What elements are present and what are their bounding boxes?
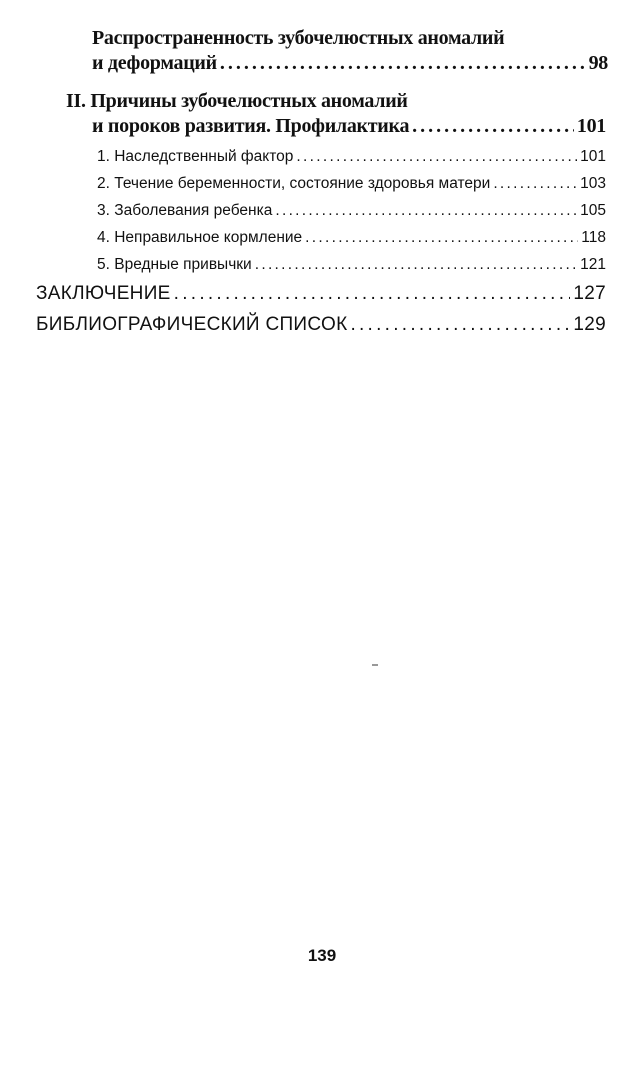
toc-subsection[interactable] [97,202,606,220]
dot-leader [174,283,571,305]
toc-conclusion[interactable] [36,283,606,305]
toc-page-number: 129 [573,314,606,335]
dot-leader [493,175,577,193]
page-number: 139 [307,946,337,965]
toc-entry-title: и пороков развития. Профилактика [92,115,410,137]
toc-entry-title: ЗАКЛЮЧЕНИЕ [36,283,171,304]
toc-page-number: 121 [580,256,606,273]
toc-entry-title: 1. Наследственный фактор [97,148,294,165]
dot-leader [305,229,578,247]
toc-entry-title: и деформаций [92,52,217,74]
toc-entry-title: 3. Заболевания ребенка [97,202,273,219]
toc-chapter-2[interactable] [92,115,606,138]
toc-subsection[interactable] [97,175,606,193]
dot-leader [255,256,577,274]
toc-chapter-2-line1: II. Причины зубочелюстных аномалий [66,90,408,112]
dot-leader [296,148,577,166]
toc-entry-title: 5. Вредные привычки [97,256,252,273]
toc-entry-title: 2. Течение беременности, состояние здоровья матери [97,175,491,192]
toc-bibliography[interactable] [36,314,606,336]
toc-page-number: 101 [580,148,606,165]
dot-leader [220,52,586,75]
toc-page-number: 127 [573,283,606,304]
toc-entry-prevalence[interactable] [92,52,608,75]
toc-page-number: 98 [588,52,608,74]
dot-leader [412,115,574,138]
dot-leader [275,202,577,220]
print-speck [372,664,378,666]
toc-page-number: 118 [581,229,606,246]
dot-leader [350,314,570,336]
toc-subsection[interactable] [97,256,606,274]
toc-entry-prevalence-line1: Распространенность зубочелюстных аномалий [92,27,505,49]
toc-page-number: 103 [580,175,606,192]
toc-entry-title: 4. Неправильное кормление [97,229,303,246]
toc-entry-title: БИБЛИОГРАФИЧЕСКИЙ СПИСОК [36,314,348,335]
toc-subsection[interactable] [97,148,606,166]
toc-page-number: 101 [576,115,606,137]
toc-page-number: 105 [580,202,606,219]
toc-subsection[interactable] [97,229,606,247]
